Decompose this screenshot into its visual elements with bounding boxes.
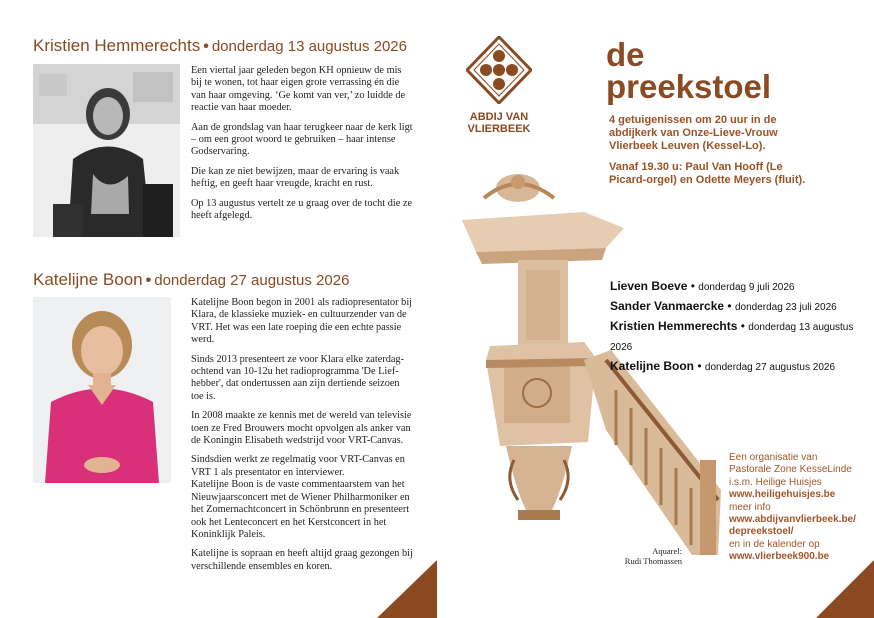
separator: • (145, 272, 152, 289)
credit-line: Rudi Thomassen (624, 556, 682, 566)
info-paragraph: 4 getuigenissen om 20 uur in de abdijkerk van Onze-Lieve-Vrouw Vlierbeek Leuven (Kessel-Lo). (609, 114, 778, 152)
logo-line: ABDIJ VAN (469, 111, 529, 123)
schedule-sep: • (690, 279, 695, 293)
title-line: de (606, 36, 645, 73)
schedule-item (610, 357, 870, 377)
paragraph: Sinds 2013 presenteert ze voor Klara elke zaterdag-ochtend van 10-12u het radioprogramma 'De Lief-hebber', dat ondertussen aan zijn dertiende seizoen toe is. (191, 353, 404, 402)
speaker-name: Kristien Hemmerechts (33, 36, 201, 55)
corner-triangle-right (816, 560, 874, 618)
page-title (606, 36, 772, 105)
paragraph: Katelijne Boon begon in 2001 als radiopresentator bij Klara, de klassieke muziek- en cultuurzender van de VRT. Het was een late roeping die een echte passie werd. (191, 297, 413, 346)
schedule-list (610, 277, 870, 377)
section-heading-katelijne (33, 270, 349, 290)
org-line: Pastorale Zone KesseLinde (729, 464, 852, 476)
paragraph: Een viertal jaar geleden begon KH opnieuw de mis bij te wonen, tot haar eigen grote verrassing én die van haar omgeving. ‘Ge komt van ver,’ zo luidde de reactie van haar moeder. (191, 65, 406, 114)
abbey-logo-icon (466, 36, 532, 104)
link-heiligehuisjes[interactable]: www.heiligehuisjes.be (729, 489, 836, 501)
org-line: en in de kalender op (729, 538, 820, 550)
schedule-date: donderdag 9 juli 2026 (698, 282, 795, 293)
credit-line: Aquarel: (652, 546, 682, 556)
link-abdijvanvlierbeek-path[interactable]: depreekstoel/ (729, 526, 794, 538)
photo-kristien-hemmerechts (33, 64, 180, 237)
schedule-item (610, 317, 870, 357)
schedule-name: Lieven Boeve (610, 279, 688, 293)
section-heading-kristien (33, 36, 407, 56)
separator: • (203, 38, 209, 55)
schedule-date: donderdag 13 augustus 2026 (610, 322, 854, 353)
photo-katelijne-boon (33, 297, 171, 483)
speaker-name: Katelijne Boon (33, 270, 143, 289)
schedule-sep: • (727, 299, 732, 313)
schedule-date: donderdag 27 augustus 2026 (704, 362, 836, 373)
abbey-logo (466, 36, 532, 136)
paragraph: Katelijne is sopraan en heeft altijd graag gezongen bij verschillende ensembles en koren. (191, 548, 413, 572)
link-abdijvanvlierbeek[interactable]: www.abdijvanvlierbeek.be/ (729, 514, 856, 526)
logo-line: VLIERBEEK (467, 123, 531, 135)
schedule-name: Katelijne Boon (610, 359, 695, 373)
schedule-date: donderdag 23 juli 2026 (734, 302, 837, 313)
event-date: donderdag 27 augustus 2026 (154, 272, 350, 289)
org-line: i.s.m. Heilige Huisjes (729, 476, 822, 488)
schedule-item (610, 297, 870, 317)
event-date: donderdag 13 augustus 2026 (211, 38, 407, 55)
schedule-sep: • (740, 319, 745, 333)
section-body-kristien (191, 65, 413, 229)
section-body-katelijne (191, 297, 413, 580)
schedule-name: Kristien Hemmerechts (610, 319, 738, 333)
illustration-credit (612, 546, 682, 566)
schedule-name: Sander Vanmaercke (610, 299, 725, 313)
paragraph: In 2008 maakte ze kennis met de wereld van televisie toen ze Fred Brouwers mocht opvolgen als anker van de Koningin Elisabeth wedstrijd voor VRT-Canvas. (191, 410, 412, 447)
title-line: preekstoel (606, 68, 772, 105)
org-line: Een organisatie van (729, 452, 818, 463)
link-vlierbeek900[interactable]: www.vlierbeek900.be (729, 551, 830, 563)
org-line: meer info (729, 501, 771, 513)
paragraph: Aan de grondslag van haar terugkeer naar de kerk ligt – om een groot woord te gebruiken – haar intense Godservaring. (191, 121, 413, 158)
corner-triangle-left (377, 560, 437, 618)
schedule-item (610, 277, 870, 297)
paragraph: Op 13 augustus vertelt ze u graag over de tocht die ze heeft afgelegd. (191, 197, 413, 222)
paragraph: Sindsdien werkt ze regelmatig voor VRT-Canvas en VRT 1 als presentator en interviewer. Katelijne Boon is de vaste commentaarstem van het Nieuwjaarsconcert met de Wiener Philharmoniker en het Zomernachtconcert in Schönbrunn en presenteert ook het Lenteconcert en het Kerstconcert in het Koninklijk Paleis. (191, 454, 410, 540)
schedule-sep: • (697, 359, 702, 373)
info-paragraph: Vanaf 19.30 u: Paul Van Hooff (Le Picard-orgel) en Odette Meyers (fluit). (609, 161, 806, 186)
paragraph: Die kan ze niet bewijzen, maar de ervaring is vaak heftig, en geeft haar vreugde, kracht en rust. (191, 165, 400, 190)
organisation-info (729, 452, 869, 564)
